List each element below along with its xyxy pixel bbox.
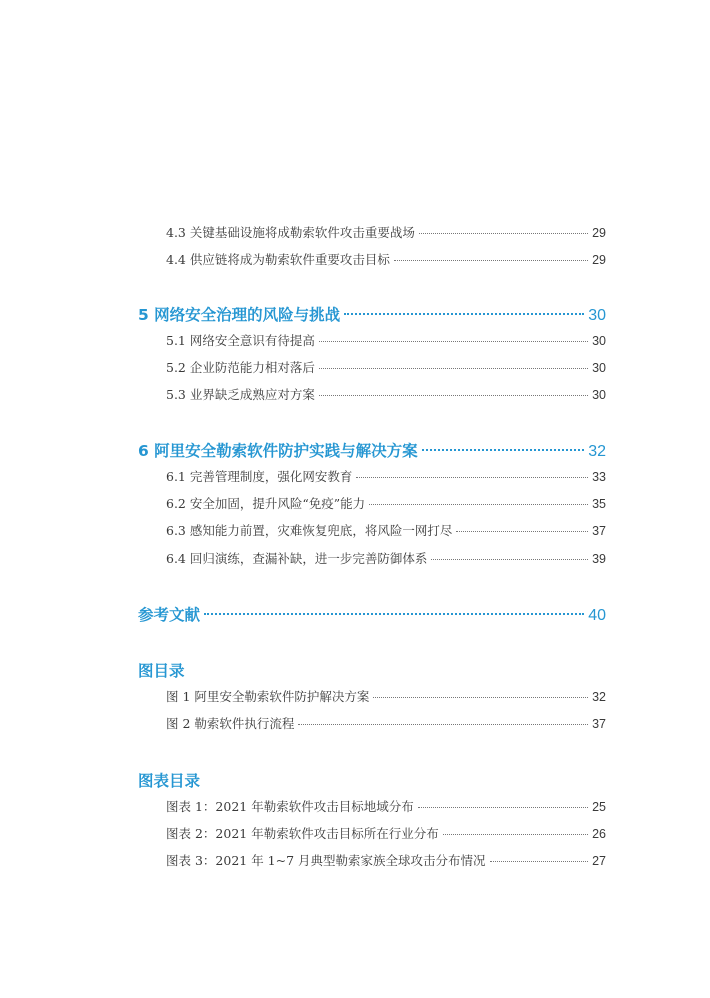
table-page-number: 25 (592, 800, 606, 814)
dot-leader (319, 368, 588, 369)
toc-page-number: 30 (592, 388, 606, 402)
table-entry-3[interactable] (166, 853, 606, 869)
dot-leader (419, 233, 588, 234)
toc-chapter-label: 5 网络安全治理的风险与挑战 (138, 306, 341, 324)
dot-leader (490, 861, 589, 862)
figure-entry-2[interactable] (166, 716, 606, 732)
dot-leader (356, 477, 588, 478)
toc-page-number: 37 (592, 524, 606, 538)
dot-leader (204, 613, 584, 615)
figure-page-number: 37 (592, 717, 606, 731)
dot-leader (369, 504, 588, 505)
toc-chapter-5[interactable] (138, 305, 606, 326)
toc-entry-4-4[interactable] (166, 252, 606, 268)
toc-entry-label: 6.2 安全加固，提升风险“免疫”能力 (166, 496, 366, 511)
toc-entry-5-1[interactable] (166, 333, 606, 349)
toc-chapter-label: 6 阿里安全勒索软件防护实践与解决方案 (138, 442, 418, 460)
dot-leader (443, 834, 588, 835)
toc-entry-5-3[interactable] (166, 387, 606, 403)
figure-entry-label: 图 1 阿里安全勒索软件防护解决方案 (166, 689, 370, 704)
table-page-number: 26 (592, 827, 606, 841)
toc-chapter-6[interactable] (138, 441, 606, 462)
dot-leader (418, 807, 588, 808)
toc-page-number: 39 (592, 552, 606, 566)
toc-entry-label: 5.3 业界缺乏成熟应对方案 (166, 387, 315, 402)
toc-page-number: 30 (592, 361, 606, 375)
figure-entry-1[interactable] (166, 689, 606, 705)
table-list-title: 图表目录 (138, 772, 201, 790)
table-entry-1[interactable] (166, 799, 606, 815)
dot-leader (298, 724, 588, 725)
figure-list-title: 图目录 (138, 662, 185, 680)
toc-page-number: 33 (592, 470, 606, 484)
dot-leader (344, 313, 584, 315)
table-entry-label: 图表 2：2021 年勒索软件攻击目标所在行业分布 (166, 826, 439, 841)
dot-leader (319, 395, 588, 396)
toc-page-number: 29 (592, 226, 606, 240)
toc-entry-label: 5.1 网络安全意识有待提高 (166, 333, 315, 348)
toc-page-number: 32 (588, 443, 606, 460)
toc-entry-label: 6.4 回归演练，查漏补缺，进一步完善防御体系 (166, 551, 428, 566)
table-entry-2[interactable] (166, 826, 606, 842)
toc-entry-6-4[interactable] (166, 551, 606, 567)
toc-references[interactable] (138, 605, 606, 626)
toc-page-number: 35 (592, 497, 606, 511)
toc-page-number: 29 (592, 253, 606, 267)
dot-leader (431, 559, 588, 560)
toc-entry-6-3[interactable] (166, 523, 606, 539)
toc-entry-6-1[interactable] (166, 469, 606, 485)
toc-page-number: 30 (588, 307, 606, 324)
dot-leader (456, 531, 588, 532)
toc-entry-label: 5.2 企业防范能力相对落后 (166, 360, 315, 375)
dot-leader (373, 697, 588, 698)
table-entry-label: 图表 3：2021 年 1~7 月典型勒索家族全球攻击分布情况 (166, 853, 486, 868)
figure-page-number: 32 (592, 690, 606, 704)
toc-chapter-label: 参考文献 (138, 606, 201, 624)
table-page-number: 27 (592, 854, 606, 868)
dot-leader (394, 260, 588, 261)
table-entry-label: 图表 1：2021 年勒索软件攻击目标地域分布 (166, 799, 414, 814)
toc-page-number: 40 (588, 607, 606, 624)
toc-page-number: 30 (592, 334, 606, 348)
dot-leader (319, 341, 588, 342)
toc-entry-label: 6.3 感知能力前置，灾难恢复兜底，将风险一网打尽 (166, 523, 453, 538)
toc-entry-label: 6.1 完善管理制度，强化网安教育 (166, 469, 353, 484)
toc-entry-4-3[interactable] (166, 225, 606, 241)
toc-entry-label: 4.3 关键基础设施将成勒索软件攻击重要战场 (166, 225, 415, 240)
toc-entry-5-2[interactable] (166, 360, 606, 376)
toc-entry-6-2[interactable] (166, 496, 606, 512)
figure-entry-label: 图 2 勒索软件执行流程 (166, 716, 295, 731)
dot-leader (422, 449, 585, 451)
toc-entry-label: 4.4 供应链将成为勒索软件重要攻击目标 (166, 252, 390, 267)
